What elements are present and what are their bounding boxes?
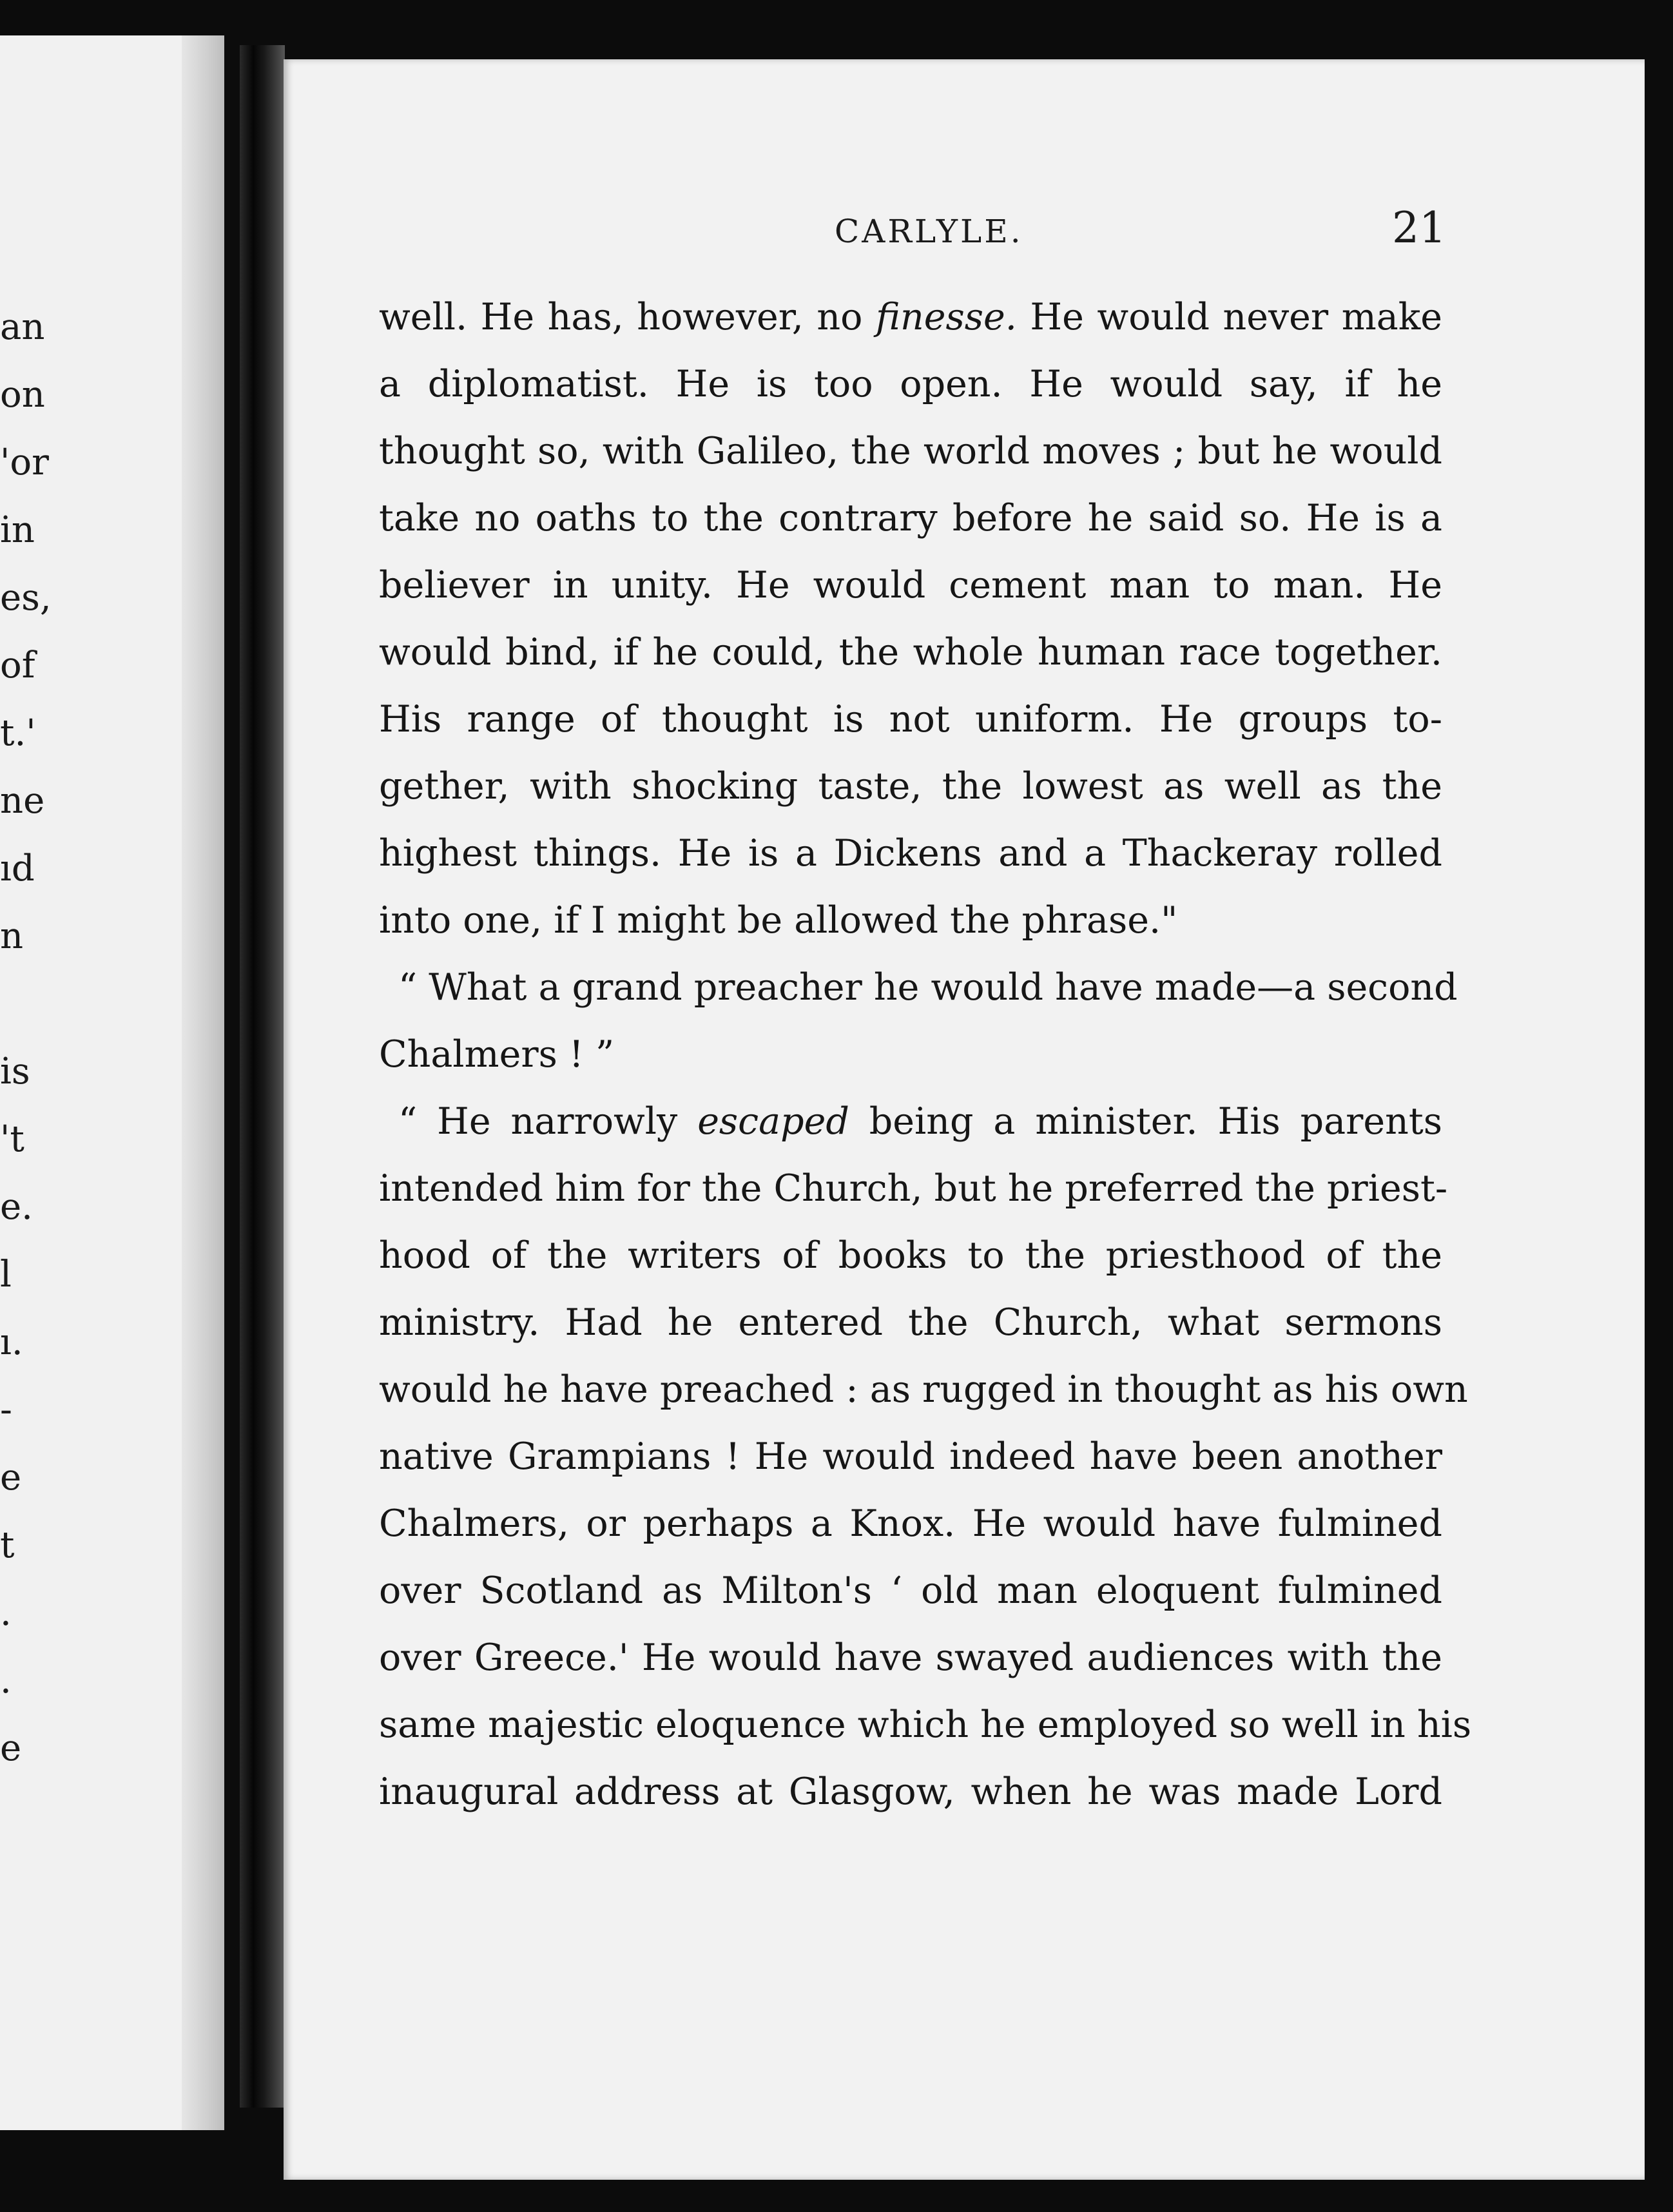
text-segment: He would never make bbox=[1016, 296, 1443, 338]
text-segment: a diplomatist. He is too open. He would say, if he bbox=[379, 363, 1442, 405]
text-line bbox=[379, 1088, 1442, 1155]
left-page-line-end: - bbox=[0, 1389, 12, 1431]
text-line bbox=[379, 1557, 1442, 1624]
text-line bbox=[379, 1624, 1442, 1691]
text-line bbox=[379, 418, 1442, 485]
left-page-line-end: ne bbox=[0, 780, 45, 822]
text-segment: native Grampians ! He would indeed have been another bbox=[379, 1435, 1442, 1478]
left-page-line-end: e. bbox=[0, 1186, 33, 1228]
text-line bbox=[379, 1490, 1442, 1557]
text-segment: intended him for the Church, but he preferred the priest- bbox=[379, 1167, 1448, 1210]
left-page-line-end: l bbox=[0, 1254, 12, 1295]
left-page-line-end: on bbox=[0, 374, 45, 416]
text-line bbox=[379, 753, 1442, 820]
text-line bbox=[379, 1356, 1468, 1423]
text-line bbox=[379, 954, 1458, 1021]
left-page-line-end: . bbox=[0, 1660, 12, 1702]
body-text bbox=[379, 284, 1472, 1825]
left-page-line-end: n bbox=[0, 915, 24, 957]
left-page-line-end: of bbox=[0, 645, 35, 686]
text-line bbox=[379, 1423, 1442, 1490]
left-page-line-end bbox=[0, 970, 58, 1038]
text-segment: well. He has, however, no bbox=[379, 296, 876, 338]
left-page-line-end: es, bbox=[0, 577, 52, 619]
text-line bbox=[379, 686, 1442, 753]
left-page-line-ends bbox=[0, 293, 58, 1782]
left-page-line-end: ıd bbox=[0, 848, 35, 889]
text-line bbox=[379, 1155, 1448, 1222]
text-segment: over Scotland as Milton's ‘ old man eloquent fulmined bbox=[379, 1569, 1442, 1612]
text-segment: highest things. He is a Dickens and a Thackeray rolled bbox=[379, 832, 1442, 875]
left-page-line-end: is bbox=[0, 1051, 30, 1092]
italic-word: finesse. bbox=[876, 296, 1017, 338]
left-page-line-end: e bbox=[0, 1727, 22, 1769]
text-segment: “ He narrowly bbox=[398, 1100, 698, 1143]
text-segment: being a minister. His parents bbox=[849, 1100, 1442, 1143]
text-segment: Chalmers, or perhaps a Knox. He would have fulmined bbox=[379, 1502, 1442, 1545]
book-gutter bbox=[240, 45, 285, 2108]
text-line bbox=[379, 1021, 1442, 1088]
text-segment: would he have preached : as rugged in thought as his own bbox=[379, 1368, 1468, 1411]
italic-word: escaped bbox=[697, 1100, 849, 1143]
left-page-line-end: ı. bbox=[0, 1321, 23, 1363]
text-segment: into one, if I might be allowed the phrase." bbox=[379, 899, 1178, 942]
left-page-line-end: 'or bbox=[0, 441, 49, 483]
text-segment: thought so, with Galileo, the world moves ; but he would bbox=[379, 430, 1442, 472]
text-segment: gether, with shocking taste, the lowest as well as the bbox=[379, 765, 1442, 808]
text-segment: over Greece.' He would have swayed audiences with the bbox=[379, 1636, 1442, 1679]
left-page-edge bbox=[182, 35, 224, 2130]
text-segment: same majestic eloquence which he employed so well in his bbox=[379, 1703, 1472, 1746]
text-segment: believer in unity. He would cement man to man. He bbox=[379, 564, 1442, 606]
text-segment: hood of the writers of books to the priesthood of the bbox=[379, 1234, 1442, 1277]
text-segment: “ What a grand preacher he would have made—a second bbox=[398, 966, 1458, 1009]
text-line bbox=[379, 1222, 1442, 1289]
left-page-line-end: . bbox=[0, 1592, 12, 1634]
text-segment: Chalmers ! ” bbox=[379, 1033, 615, 1076]
text-line bbox=[379, 351, 1442, 418]
left-page-line-end: in bbox=[0, 509, 35, 551]
left-page-line-end: t.' bbox=[0, 712, 36, 754]
page-number: 21 bbox=[1392, 203, 1446, 253]
text-line bbox=[379, 887, 1442, 954]
text-line bbox=[379, 1758, 1442, 1825]
text-line bbox=[379, 1691, 1472, 1758]
text-segment: inaugural address at Glasgow, when he was made Lord bbox=[379, 1771, 1442, 1813]
text-line bbox=[379, 619, 1442, 686]
text-line bbox=[379, 1289, 1442, 1356]
text-segment: His range of thought is not uniform. He groups to- bbox=[379, 698, 1442, 741]
text-line bbox=[379, 485, 1442, 552]
running-title: CARLYLE. bbox=[835, 213, 1023, 250]
left-page-line-end: an bbox=[0, 306, 45, 348]
left-page-line-end: t bbox=[0, 1524, 15, 1566]
left-page-line-end: e bbox=[0, 1457, 22, 1499]
text-line bbox=[379, 820, 1442, 887]
text-line bbox=[379, 552, 1442, 619]
text-segment: take no oaths to the contrary before he said so. He is a bbox=[379, 497, 1442, 539]
text-segment: ministry. Had he entered the Church, what sermons bbox=[379, 1301, 1442, 1344]
text-line bbox=[379, 284, 1442, 351]
text-segment: would bind, if he could, the whole human race together. bbox=[379, 631, 1442, 674]
left-page-line-end: 't bbox=[0, 1118, 24, 1160]
